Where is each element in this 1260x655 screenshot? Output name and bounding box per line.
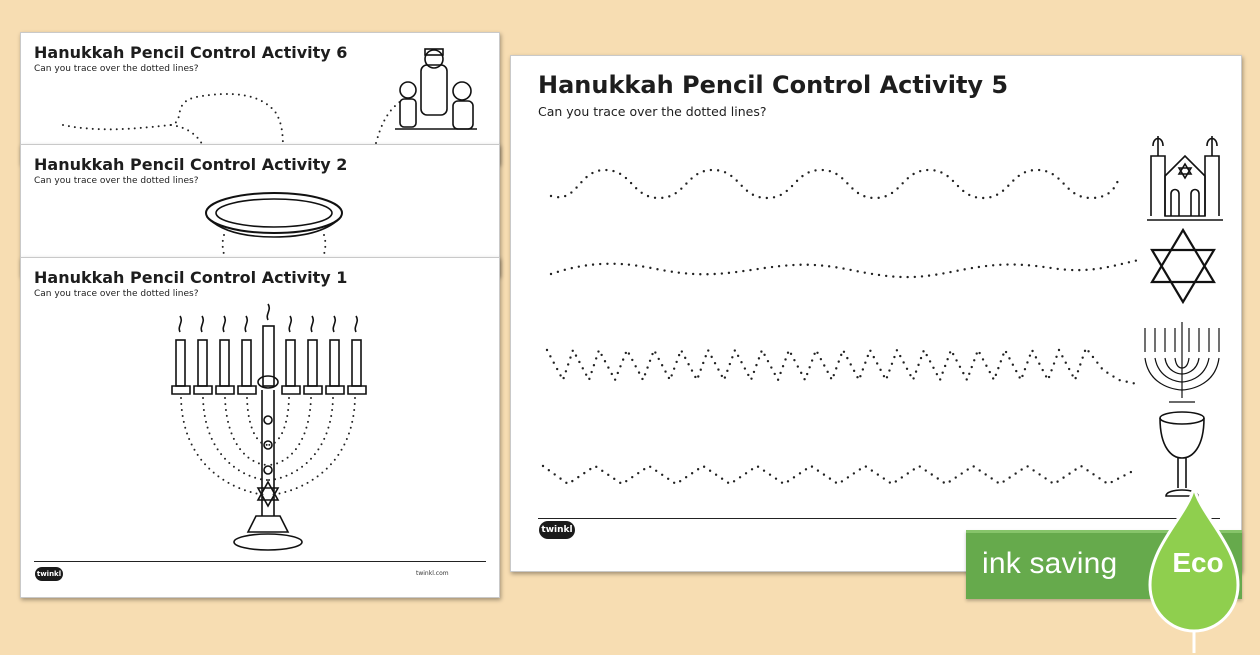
trace-line-gentle-wave	[551, 246, 1151, 296]
page-title: Hanukkah Pencil Control Activity 2	[34, 155, 348, 174]
instruction-text: Can you trace over the dotted lines?	[538, 104, 767, 119]
footer-divider	[34, 561, 486, 562]
ink-saving-badge	[966, 530, 1242, 599]
page-title: Hanukkah Pencil Control Activity 5	[538, 71, 1009, 99]
people-illustration	[391, 45, 481, 140]
synagogue-icon	[1145, 116, 1225, 226]
star-of-david-icon	[1148, 226, 1218, 306]
trace-line-wave	[551, 156, 1151, 216]
trace-line-n-shapes	[547, 344, 1147, 404]
worksheet-activity-1[interactable]	[20, 257, 500, 598]
badge-label: ink saving	[982, 547, 1118, 580]
footer-divider	[538, 518, 1220, 519]
page-title: Hanukkah Pencil Control Activity 6	[34, 43, 348, 62]
menorah-illustration	[158, 310, 378, 560]
instruction-text: Can you trace over the dotted lines?	[34, 64, 199, 74]
trace-line-zigzag	[543, 446, 1143, 506]
page-title: Hanukkah Pencil Control Activity 1	[34, 268, 348, 287]
menorah-icon	[1139, 318, 1225, 408]
twinkl-logo: twinkl	[539, 521, 575, 539]
instruction-text: Can you trace over the dotted lines?	[34, 289, 199, 299]
twinkl-logo: twinkl	[35, 567, 63, 581]
worksheet-activity-5[interactable]	[510, 55, 1242, 572]
footer-url: twinkl.com	[416, 570, 449, 577]
leaf-label: Eco	[1172, 547, 1224, 578]
instruction-text: Can you trace over the dotted lines?	[34, 176, 199, 186]
